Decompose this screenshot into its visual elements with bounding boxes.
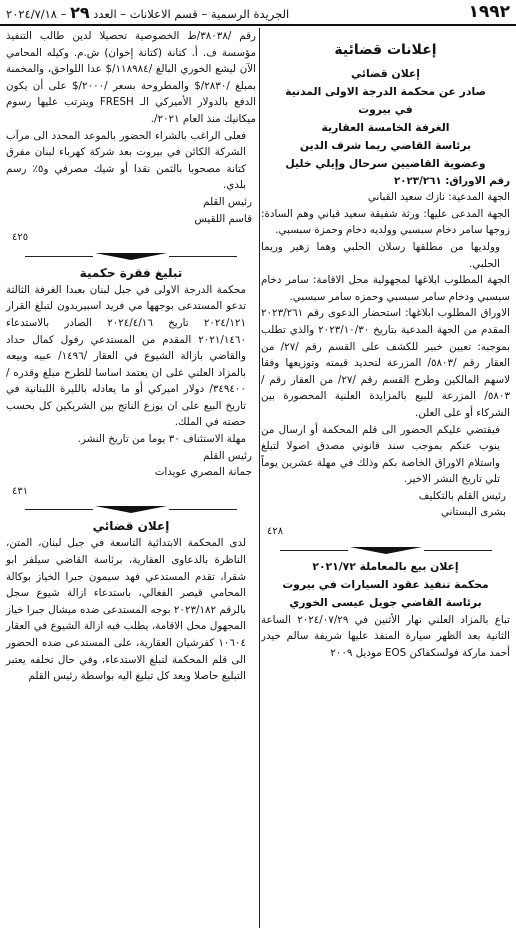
unknown-party: الجهة المطلوب ابلاغها لمجهولية محل الاقامة: سامر دخام سبسبي ودخام سامر سبسبي وحمزه سامر سبسبي. (261, 274, 510, 303)
notice-heading (261, 65, 510, 173)
notice-title: تبليغ فقرة حكمية (79, 265, 183, 280)
signer-title: رئيس القلم (203, 195, 252, 208)
notice-heading-line: محكمة تنفيذ عقود السيارات في بيروت (282, 577, 489, 591)
publication-name: الجريدة الرسمية – قسم الاعلانات – العدد (93, 6, 290, 21)
instruction: فيقتضي عليكم الحضور الى قلم المحكمة أو ارسال من ينوب عنكم بموجب سند قانوني مصدق اصولا لتبلغ واستلام الاوراق الخاصة بكم وذلك في مهلة عشرين يوماً تلي تاريخ النشر الاخير. (261, 423, 500, 486)
papers-to-serve: الاوراق المطلوب ابلاغها: استحضار الدعوى رقم ٢٠٢٣/٢٦١ المقدم من الجهة المدعية بتاريخ ٢٠٢٣/١٠/٣٠ والذي تطلب بموجبه: تعيين خبير للكشف على القسم رقم /٢٧/ من العقار رقم /٥٨٠٣/ المزرعة لتحديد قيمته وتوزيعها وفقا لاسهم المالكين وطرح القسم رقم /٢٧/ من العقار رقم /٥٨٠٣/ المزرعة للبيع بالمزايدة العلنية المحصورة بين الشركاء أو على العلن. (261, 307, 511, 419)
left-column (4, 28, 256, 928)
applicant: الجهة المدعية: نازك سعيد القباني (367, 191, 510, 204)
header-info (6, 3, 289, 22)
signer-name: بشرى البستاني (440, 506, 506, 519)
signer-name: جمانة المصري عويدات (154, 466, 252, 479)
signer-name: قاسم اللقيس (194, 212, 252, 225)
notice-heading-line: وعضوية القاضيين سرحال وإيلي خليل (285, 156, 486, 170)
issue-number: ٢٩ (70, 2, 90, 22)
defendants-cont: وولديها من مطلقها رسلان الحلبي وهما زهير وريما الحلبي. (261, 240, 500, 270)
section-title: إعلانات قضائية (334, 42, 437, 58)
page-header (0, 0, 516, 26)
sale-notice-body: تباع بالمزاد العلني نهار الأثنين في ٢٠٢٤/٠٧/٢٩ الساعة الثانية بعد الظهر سيارة المنفذ عليها شريفة سالم حيدر أحمد ماركة فولسكفاكن EOS موديل ٢٠٠٩ (261, 613, 510, 659)
issue-date: – ٢٠٢٤/٧/١٨ (6, 6, 67, 21)
signer-title: رئيس القلم (203, 449, 252, 462)
buyer-instruction: فعلى الراغب بالشراء الحضور بالموعد المحدد الى مرآب الشركة الكائن في بيروت بعد شركة كهرباء لبنان مفرق كتانة مصحوبا بالثمن نقدا أو شيك مصرفي و٥٪ رسم بلدي. (6, 129, 246, 192)
continued-text: رقم /٣٨٠٣٨/ط الخصوصية تحصيلا لدين طالب التنفيذ مؤسسة ف. أ. كتانة (كتانة إخوان) ش.م. وكيله المحامي الآن ليشع الخوري البالغ /١١٨٩٨٤/$ عدا اللواحق، والمخمنة بمبلغ /٢٨٣٠/$ والمطروحة بسعر /٢٠٠٠/$ على أن يكون الدفع بالدولار الأميركي الـ FRESH ويترتب عليها رسوم ميكانيك منذ العام ٢٠٢١/. (6, 30, 256, 125)
page-number: ١٩٩٢ (468, 2, 510, 22)
appeal-deadline: مهلة الاستئناف ٣٠ يوما من تاريخ النشر. (77, 433, 246, 446)
column-divider (259, 28, 260, 928)
notice-heading-line: صادر عن محكمة الدرجة الاولى المدنية (285, 84, 486, 98)
right-column (261, 28, 512, 928)
judgment-notice-body: محكمة الدرجة الاولى في جبل لبنان بعبدا الغرفة الثالثة تدعو المستدعى بوجهها مي فريد اسبيريدون لتبلغ القرار ٢٠٢٤/١٢١ تاريخ ٢٠٢٤/٤/١٦ الصادر بالاستدعاء ٢٠٢١/١٤٦٠ المقدم من المستدعي رفول كمال حداد والقاضي بازالة الشيوع في العقار /١٤٩٦/ عبيه وبيعه بالمزاد العلني على ان يعتمد اساسا للطرح مبلغ وقدره /٣٤٩٤٠٠/ دولار اميركي أو ما يعادله بالليرة اللبنانية في تاريخ البيع على ان يوزع الناتج بين الشريكين كل بحسب حصته في الملك. (6, 283, 247, 429)
defendants: الجهة المدعى عليها: ورثة شفيقة سعيد قباني وهم السادة: زوجها سامر دخام سبسبي وولديه دخام وحمزة سبسبي. (261, 207, 510, 237)
notice-separator (6, 253, 256, 260)
notice-title: إعلان قضائي (92, 519, 170, 534)
signer-title: رئيس القلم بالتكليف (418, 489, 506, 502)
notice-heading-line: الغرفة الخامسة العقارية (321, 120, 450, 134)
notice-separator (261, 547, 510, 554)
notice-number: ٤٢٨ (267, 526, 284, 538)
file-number: رقم الاوراق: ٢٠٢٣/٢٦١ (393, 174, 510, 187)
notice-heading-line: برئاسة القاضي ريما شرف الدين (299, 138, 472, 152)
notice-heading-line: إعلان بيع بالمعاملة ٢٠٢١/٧٢ (312, 559, 459, 573)
notice-heading-line: برئاسة القاضي جويل عيسى الخوري (289, 595, 482, 609)
notice-heading-line: إعلان قضائي (351, 66, 420, 80)
notice-heading-line: في بيروت (358, 102, 413, 116)
notice-number: ٤٣١ (12, 485, 29, 497)
judicial-notice-body: لدى المحكمة الابتدائية التاسعة في جبل لبنان، المتن، الناظرة بالدعاوى العقارية، برئاسة القاضي سيلفر ابو شقرا، تقدم المستدعي فهد سيمون جبرا الخياز بوكالة المحامي قيصر الفغالي، باستدعاء ازالة شيوع سجل بالرقم ٢٠٢٣/١٨٢ بوجه المستدعى ضده ميشال جبرا خياز المجهول محل الاقامة، يطلب فيه ازالة الشيوع في العقار ١٠٦٠٤ كفرشيان العقارية، على المستدعى ضده الحضور الى قلم المحكمة لتبلغ الاستدعاء، وفي حال تخلفه يعتبر التبليغ حاصلا ويعد كل تبليغ اليه بواسطة رئيس القلم (6, 537, 247, 683)
notice-number: ٤٢٥ (12, 232, 29, 244)
notice-separator (6, 506, 256, 513)
